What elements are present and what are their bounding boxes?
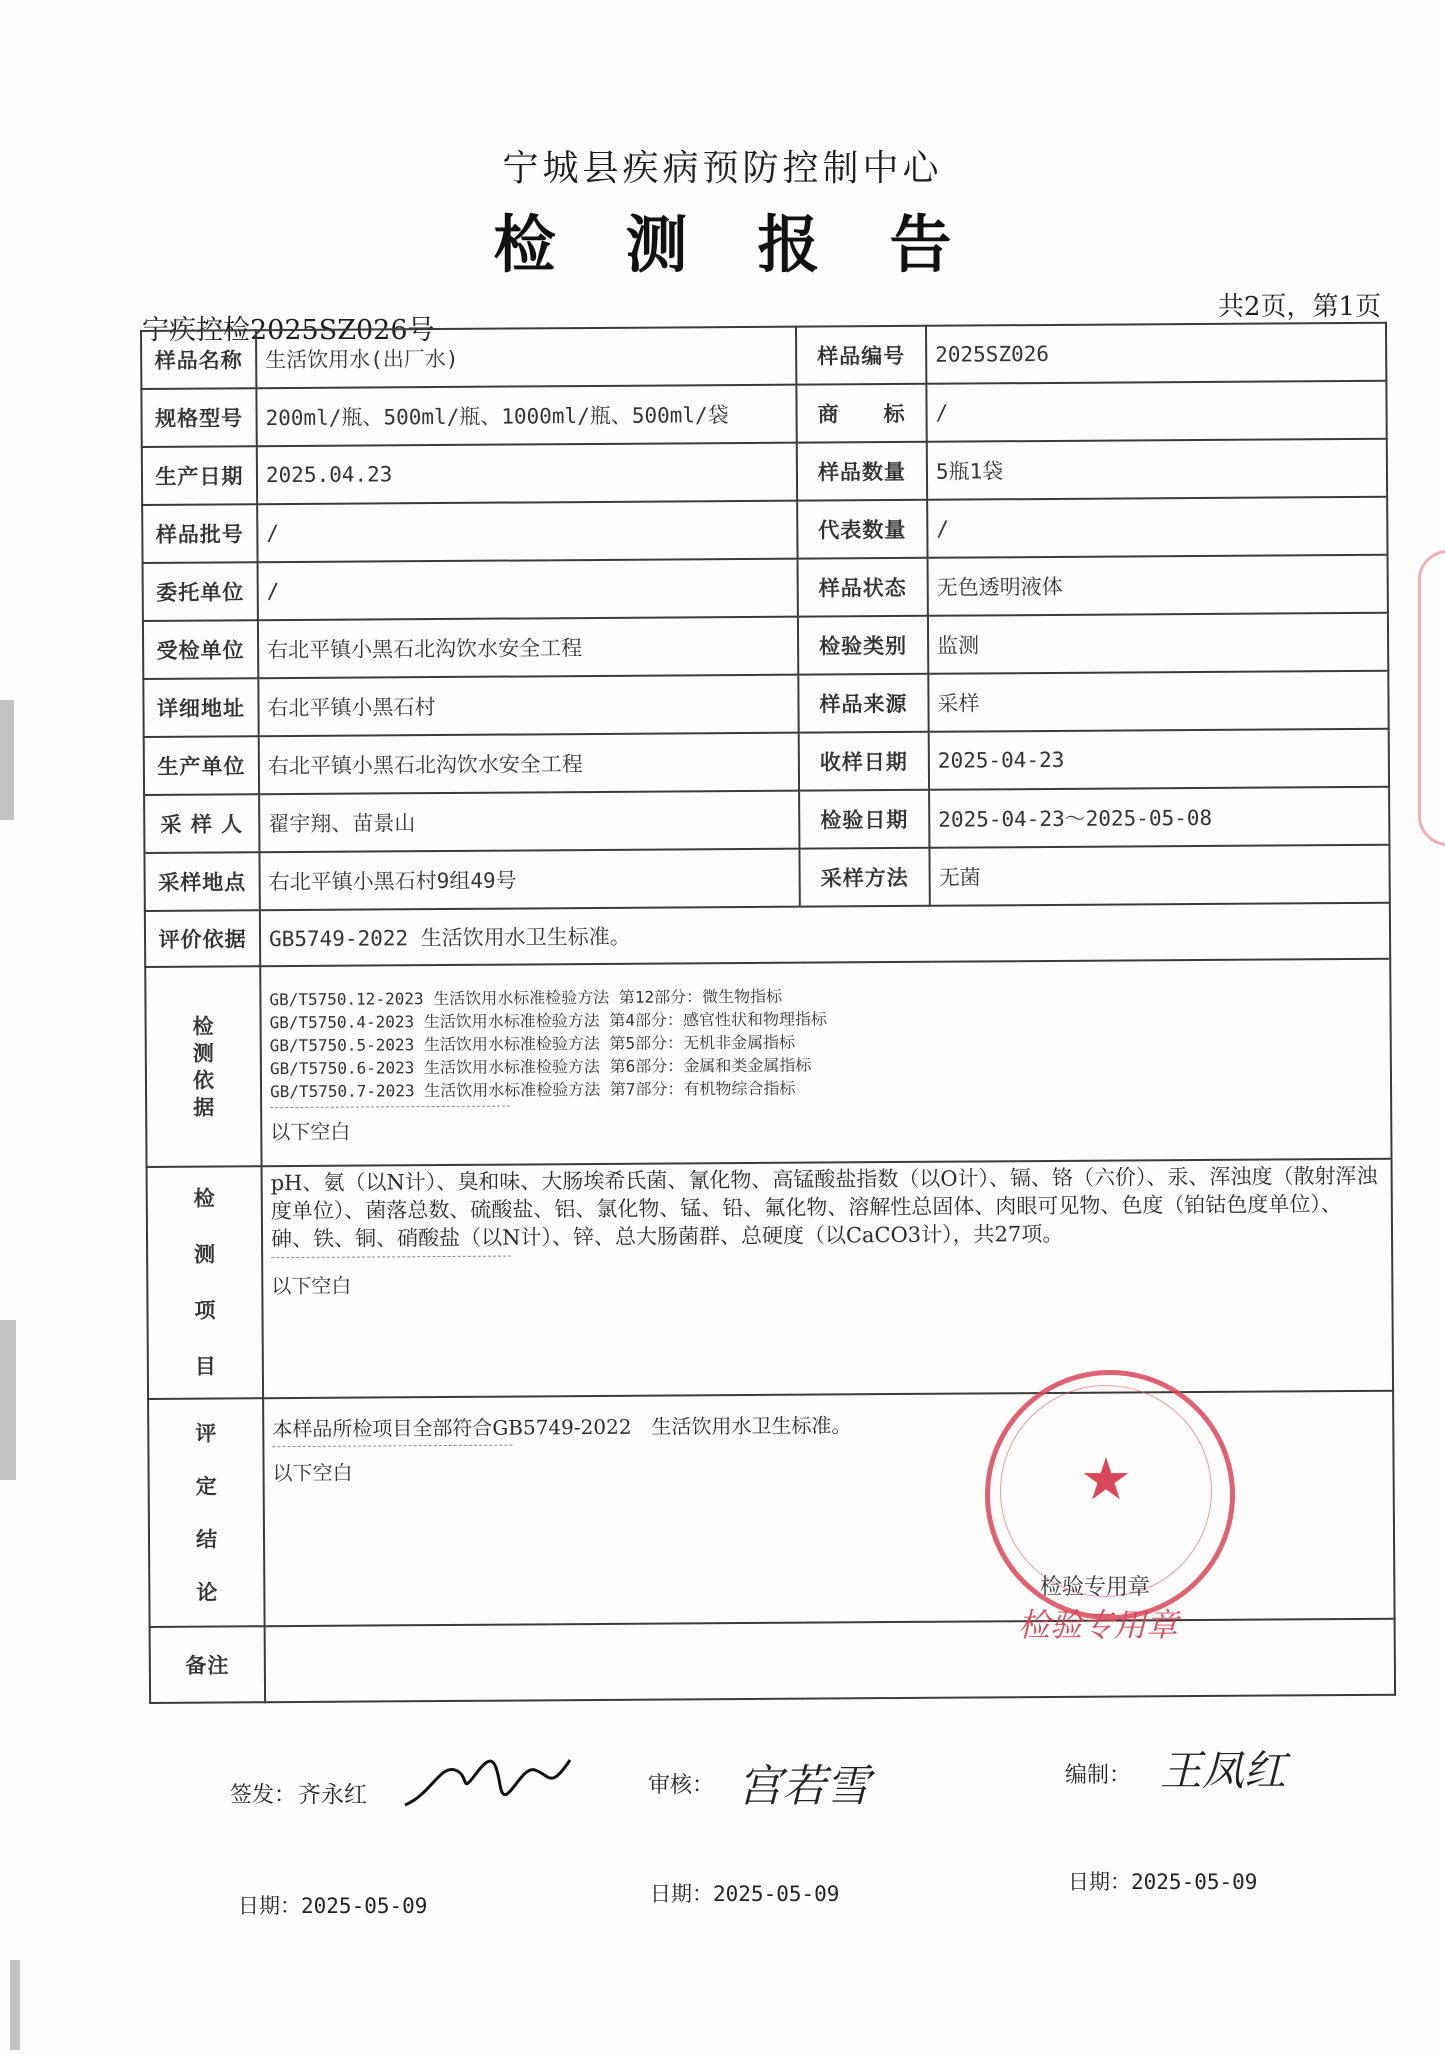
label-char: 检 — [193, 1185, 215, 1211]
label-test-basis — [145, 966, 261, 1167]
label-client: 委托单位 — [143, 562, 258, 621]
label-address: 详细地址 — [143, 678, 258, 737]
label-sample-no: 样品编号 — [796, 326, 926, 385]
label-test-date: 检验日期 — [799, 790, 929, 849]
value-basis: GB5749-2022 生活饮用水卫生标准。 — [260, 903, 1390, 966]
value-inspected: 右北平镇小黑石北沟饮水安全工程 — [258, 617, 798, 679]
label-inspected: 受检单位 — [143, 620, 258, 679]
page-info: 共2页，第1页 — [1217, 292, 1381, 322]
scan-artifact — [0, 700, 14, 820]
partial-seal — [1418, 550, 1445, 846]
seal-handwritten-text: 检验专用章 — [1018, 1606, 1179, 1644]
report-title: 检测报告 — [493, 208, 1022, 281]
blank-note: 以下空白 — [270, 1119, 351, 1144]
value-spec: 200ml/瓶、500ml/瓶、1000ml/瓶、500ml/袋 — [256, 385, 796, 447]
issuer-signature — [400, 1745, 580, 1815]
scan-artifact — [10, 1960, 20, 2050]
label-site: 采样地点 — [144, 852, 259, 911]
value-test-date: 2025-04-23～2025-05-08 — [929, 787, 1389, 848]
organization-name: 宁城县疾病预防控制中心 — [502, 148, 943, 189]
label-char: 评 — [195, 1420, 217, 1446]
standard-line: GB/T5750.4-2023 生活饮用水标准检验方法 第4部分：感官性状和物理指标 — [269, 1008, 828, 1032]
editor-date: 日期：2025-05-09 — [1068, 1870, 1258, 1894]
label-category: 检验类别 — [798, 616, 928, 675]
document-number: 宁疾控检2025SZ026号 — [142, 315, 435, 346]
standard-line: GB/T5750.12-2023 生活饮用水标准检验方法 第12部分：微生物指标 — [269, 986, 783, 1009]
label-prod-date: 生产日期 — [142, 446, 257, 505]
standard-line: GB/T5750.6-2023 生活饮用水标准检验方法 第6部分：金属和类金属指标 — [269, 1055, 812, 1078]
value-test-basis — [260, 959, 1391, 1166]
value-client: / — [258, 559, 798, 621]
label-sampler: 采 样 人 — [144, 794, 259, 853]
label-char: 据 — [193, 1094, 215, 1120]
divider — [270, 1105, 510, 1108]
label-char: 论 — [196, 1579, 218, 1605]
value-quantity: 5瓶1袋 — [927, 439, 1387, 500]
value-received: 2025-04-23 — [929, 729, 1389, 790]
label-method: 采样方法 — [799, 848, 929, 907]
label-char: 项 — [194, 1297, 216, 1323]
value-site: 右北平镇小黑石村9组49号 — [259, 849, 799, 911]
value-sample-no: 2025SZ026 — [926, 323, 1386, 384]
value-batch: / — [257, 501, 797, 563]
divider — [272, 1445, 512, 1448]
value-method: 无菌 — [929, 845, 1389, 906]
label-sample-name: 样品名称 — [141, 330, 256, 389]
divider — [271, 1256, 511, 1259]
value-sampler: 翟宇翔、苗景山 — [259, 791, 799, 853]
label-remarks: 备注 — [150, 1626, 266, 1703]
editor-label: 编制： — [1065, 1763, 1132, 1788]
issuer-date: 日期：2025-05-09 — [238, 1894, 428, 1918]
label-state: 样品状态 — [798, 558, 928, 617]
blank-note: 以下空白 — [272, 1460, 353, 1486]
value-address: 右北平镇小黑石村 — [258, 675, 798, 737]
value-sample-name: 生活饮用水(出厂水) — [256, 327, 796, 389]
label-brand: 商 标 — [796, 384, 926, 443]
label-char: 依 — [192, 1067, 215, 1093]
issuer-label: 签发： — [230, 1783, 297, 1808]
reviewer-label: 审核： — [648, 1773, 715, 1798]
label-spec: 规格型号 — [141, 388, 256, 447]
reviewer-date: 日期：2025-05-09 — [650, 1882, 840, 1906]
label-producer: 生产单位 — [144, 736, 259, 795]
value-brand: / — [926, 381, 1386, 442]
label-test-items — [147, 1166, 264, 1399]
label-source: 样品来源 — [798, 674, 928, 733]
value-state: 无色透明液体 — [928, 555, 1388, 616]
editor-signature: 王凤红 — [1160, 1746, 1287, 1795]
label-conclusion — [148, 1398, 265, 1627]
label-char: 检 — [192, 1013, 214, 1039]
label-char: 测 — [194, 1241, 216, 1267]
label-rep-qty: 代表数量 — [797, 500, 927, 559]
issuer-name: 齐永红 — [298, 1782, 367, 1808]
value-category: 监测 — [928, 613, 1388, 674]
label-basis: 评价依据 — [145, 910, 260, 967]
label-char: 目 — [194, 1353, 216, 1379]
value-rep-qty: / — [927, 497, 1387, 558]
label-batch: 样品批号 — [142, 504, 257, 563]
scan-artifact — [0, 1320, 16, 1480]
blank-note: 以下空白 — [271, 1273, 352, 1299]
value-remarks — [265, 1619, 1395, 1702]
value-source: 采样 — [928, 671, 1388, 732]
label-received: 收样日期 — [799, 732, 929, 791]
value-producer: 右北平镇小黑石北沟饮水安全工程 — [259, 733, 799, 795]
seal-text: 检验专用章 — [1040, 1575, 1151, 1600]
conclusion-text: 本样品所检项目全部符合GB5749-2022 生活饮用水卫生标准。 — [272, 1413, 852, 1442]
standard-line: GB/T5750.7-2023 生活饮用水标准检验方法 第7部分：有机物综合指标 — [269, 1078, 796, 1101]
label-char: 结 — [195, 1526, 218, 1552]
value-test-items — [262, 1159, 1394, 1398]
test-items-text: pH、氨（以N计）、臭和味、大肠埃希氏菌、氰化物、高锰酸盐指数（以O计）、镉、铬（六价）、汞、浑浊度（散射浑浊度单位）、菌落总数、硫酸盐、铝、氯化物、锰、铅、氟化物、溶解性总固体、肉眼可见物、色度（铂钴色度单位）、砷、铁、铜、硝酸盐（以N计）、锌、总大肠菌群、总硬度（以CaCO3计），共27项。 — [270, 1163, 1378, 1252]
label-char: 定 — [195, 1473, 217, 1499]
reviewer-signature: 宫若雪 — [738, 1761, 870, 1812]
standard-line: GB/T5750.5-2023 生活饮用水标准检验方法 第5部分：无机非金属指标 — [269, 1032, 796, 1055]
value-prod-date: 2025.04.23 — [257, 443, 797, 505]
label-char: 测 — [192, 1040, 214, 1066]
seal-star-icon: ★ — [1080, 1445, 1132, 1513]
label-quantity: 样品数量 — [797, 442, 927, 501]
